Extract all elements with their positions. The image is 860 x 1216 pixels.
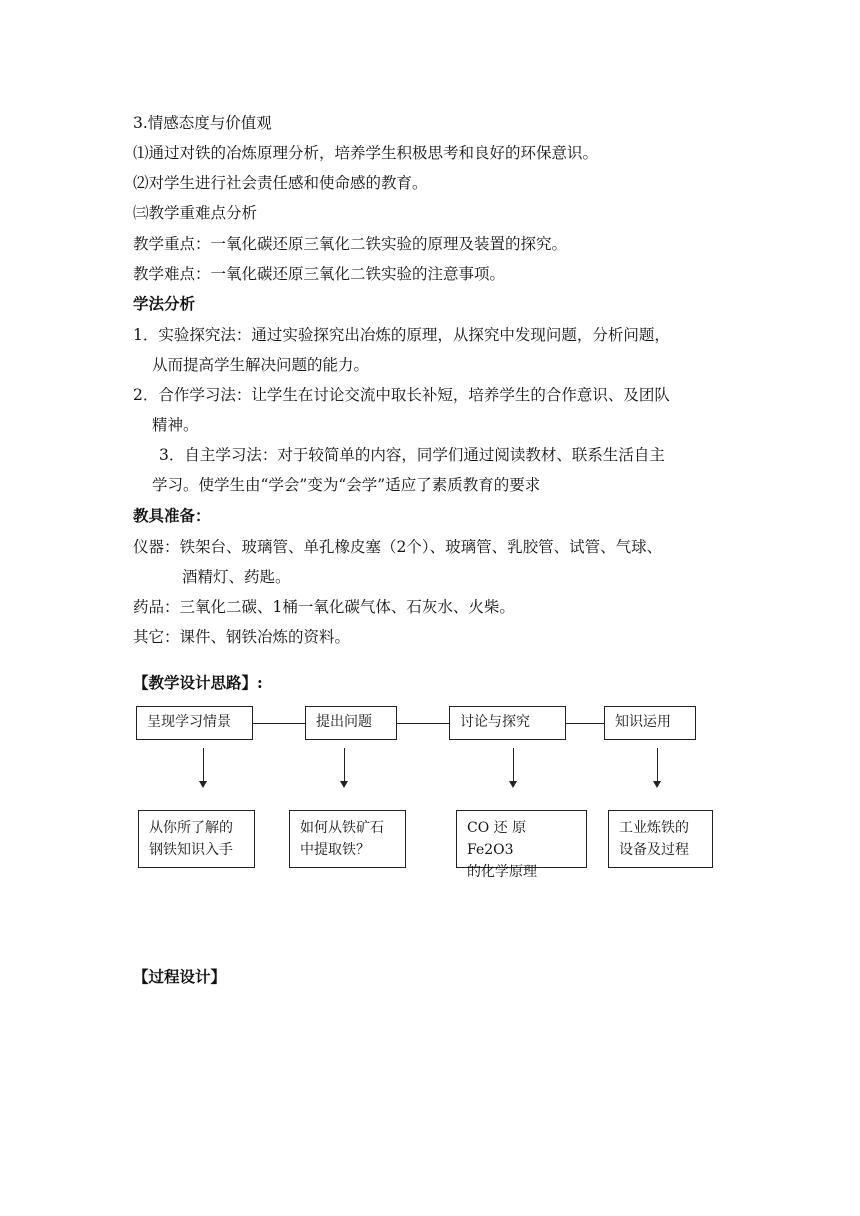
flow-detail-1-line1: 从你所了解的 [149,820,233,836]
flow-detail-3-line2: 的化学原理 [467,864,537,880]
objective-2: ⑵对学生进行社会责任感和使命感的教育。 [133,174,428,192]
flow-detail-1-line2: 钢铁知识入手 [149,842,233,858]
heading-design-approach: 【教学设计思路】: [133,673,263,692]
flow-detail-2-line2: 中提取铁？ [300,842,370,858]
method-1-line2: 从而提高学生解决问题的能力。 [152,356,370,374]
method-3-line1: 3．自主学习法：对于较简单的内容，同学们通过阅读教材、联系生活自主 [159,446,665,464]
equipment-instruments-line1: 仪器：铁架台、玻璃管、单孔橡皮塞（2个）、玻璃管、乳胶管、试管、气球、 [133,538,663,556]
flow-arrow-1 [203,748,204,782]
teaching-difficulty: 教学难点：一氧化碳还原三氧化二铁实验的注意事项。 [133,265,506,283]
flow-step-3: 讨论与探究 [449,706,566,740]
flow-arrow-4 [657,748,658,782]
flow-step-4: 知识运用 [604,706,696,740]
flow-connector-3 [566,723,604,724]
equipment-chemicals: 药品：三氧化二碳、1桶一氧化碳气体、石灰水、火柴。 [133,598,515,616]
method-2-line2: 精神。 [152,416,199,434]
method-3-line2: 学习。使学生由“学会”变为“会学”适应了素质教育的要求 [152,476,541,494]
equipment-instruments-line2: 酒精灯、药匙。 [182,568,291,586]
method-1-line1: 1．实验探究法：通过实验探究出冶炼的原理，从探究中发现问题，分析问题， [133,326,670,344]
heading-equipment: 教具准备： [133,506,211,525]
heading-process-design: 【过程设计】 [133,967,227,986]
teaching-focus: 教学重点：一氧化碳还原三氧化二铁实验的原理及装置的探究。 [133,235,568,253]
flow-detail-2 [289,810,406,868]
flow-connector-2 [397,723,449,724]
flow-step-2: 提出问题 [305,706,397,740]
flow-arrow-3 [513,748,514,782]
flow-detail-2-line1: 如何从铁矿石 [300,820,384,836]
section-heading-key-points: ㈢教学重难点分析 [133,204,258,222]
flow-arrow-2 [344,748,345,782]
flow-detail-4-line2: 设备及过程 [619,842,689,858]
flow-connector-1 [253,723,305,724]
method-2-line1: 2．合作学习法：让学生在讨论交流中取长补短，培养学生的合作意识、及团队 [133,386,670,404]
flow-step-1: 呈现学习情景 [136,706,253,740]
flow-detail-3-line1: CO 还 原 Fe2O3 [467,820,527,858]
flow-detail-1 [138,810,255,868]
objective-1: ⑴通过对铁的冶炼原理分析，培养学生积极思考和良好的环保意识。 [133,144,599,162]
section-heading-affective: 3.情感态度与价值观 [133,114,272,132]
flow-detail-4-line1: 工业炼铁的 [619,820,689,836]
flow-detail-3 [456,810,587,880]
flow-detail-4 [608,810,713,868]
equipment-other: 其它：课件、钢铁冶炼的资料。 [133,628,351,646]
heading-learning-methods: 学法分析 [133,294,196,313]
